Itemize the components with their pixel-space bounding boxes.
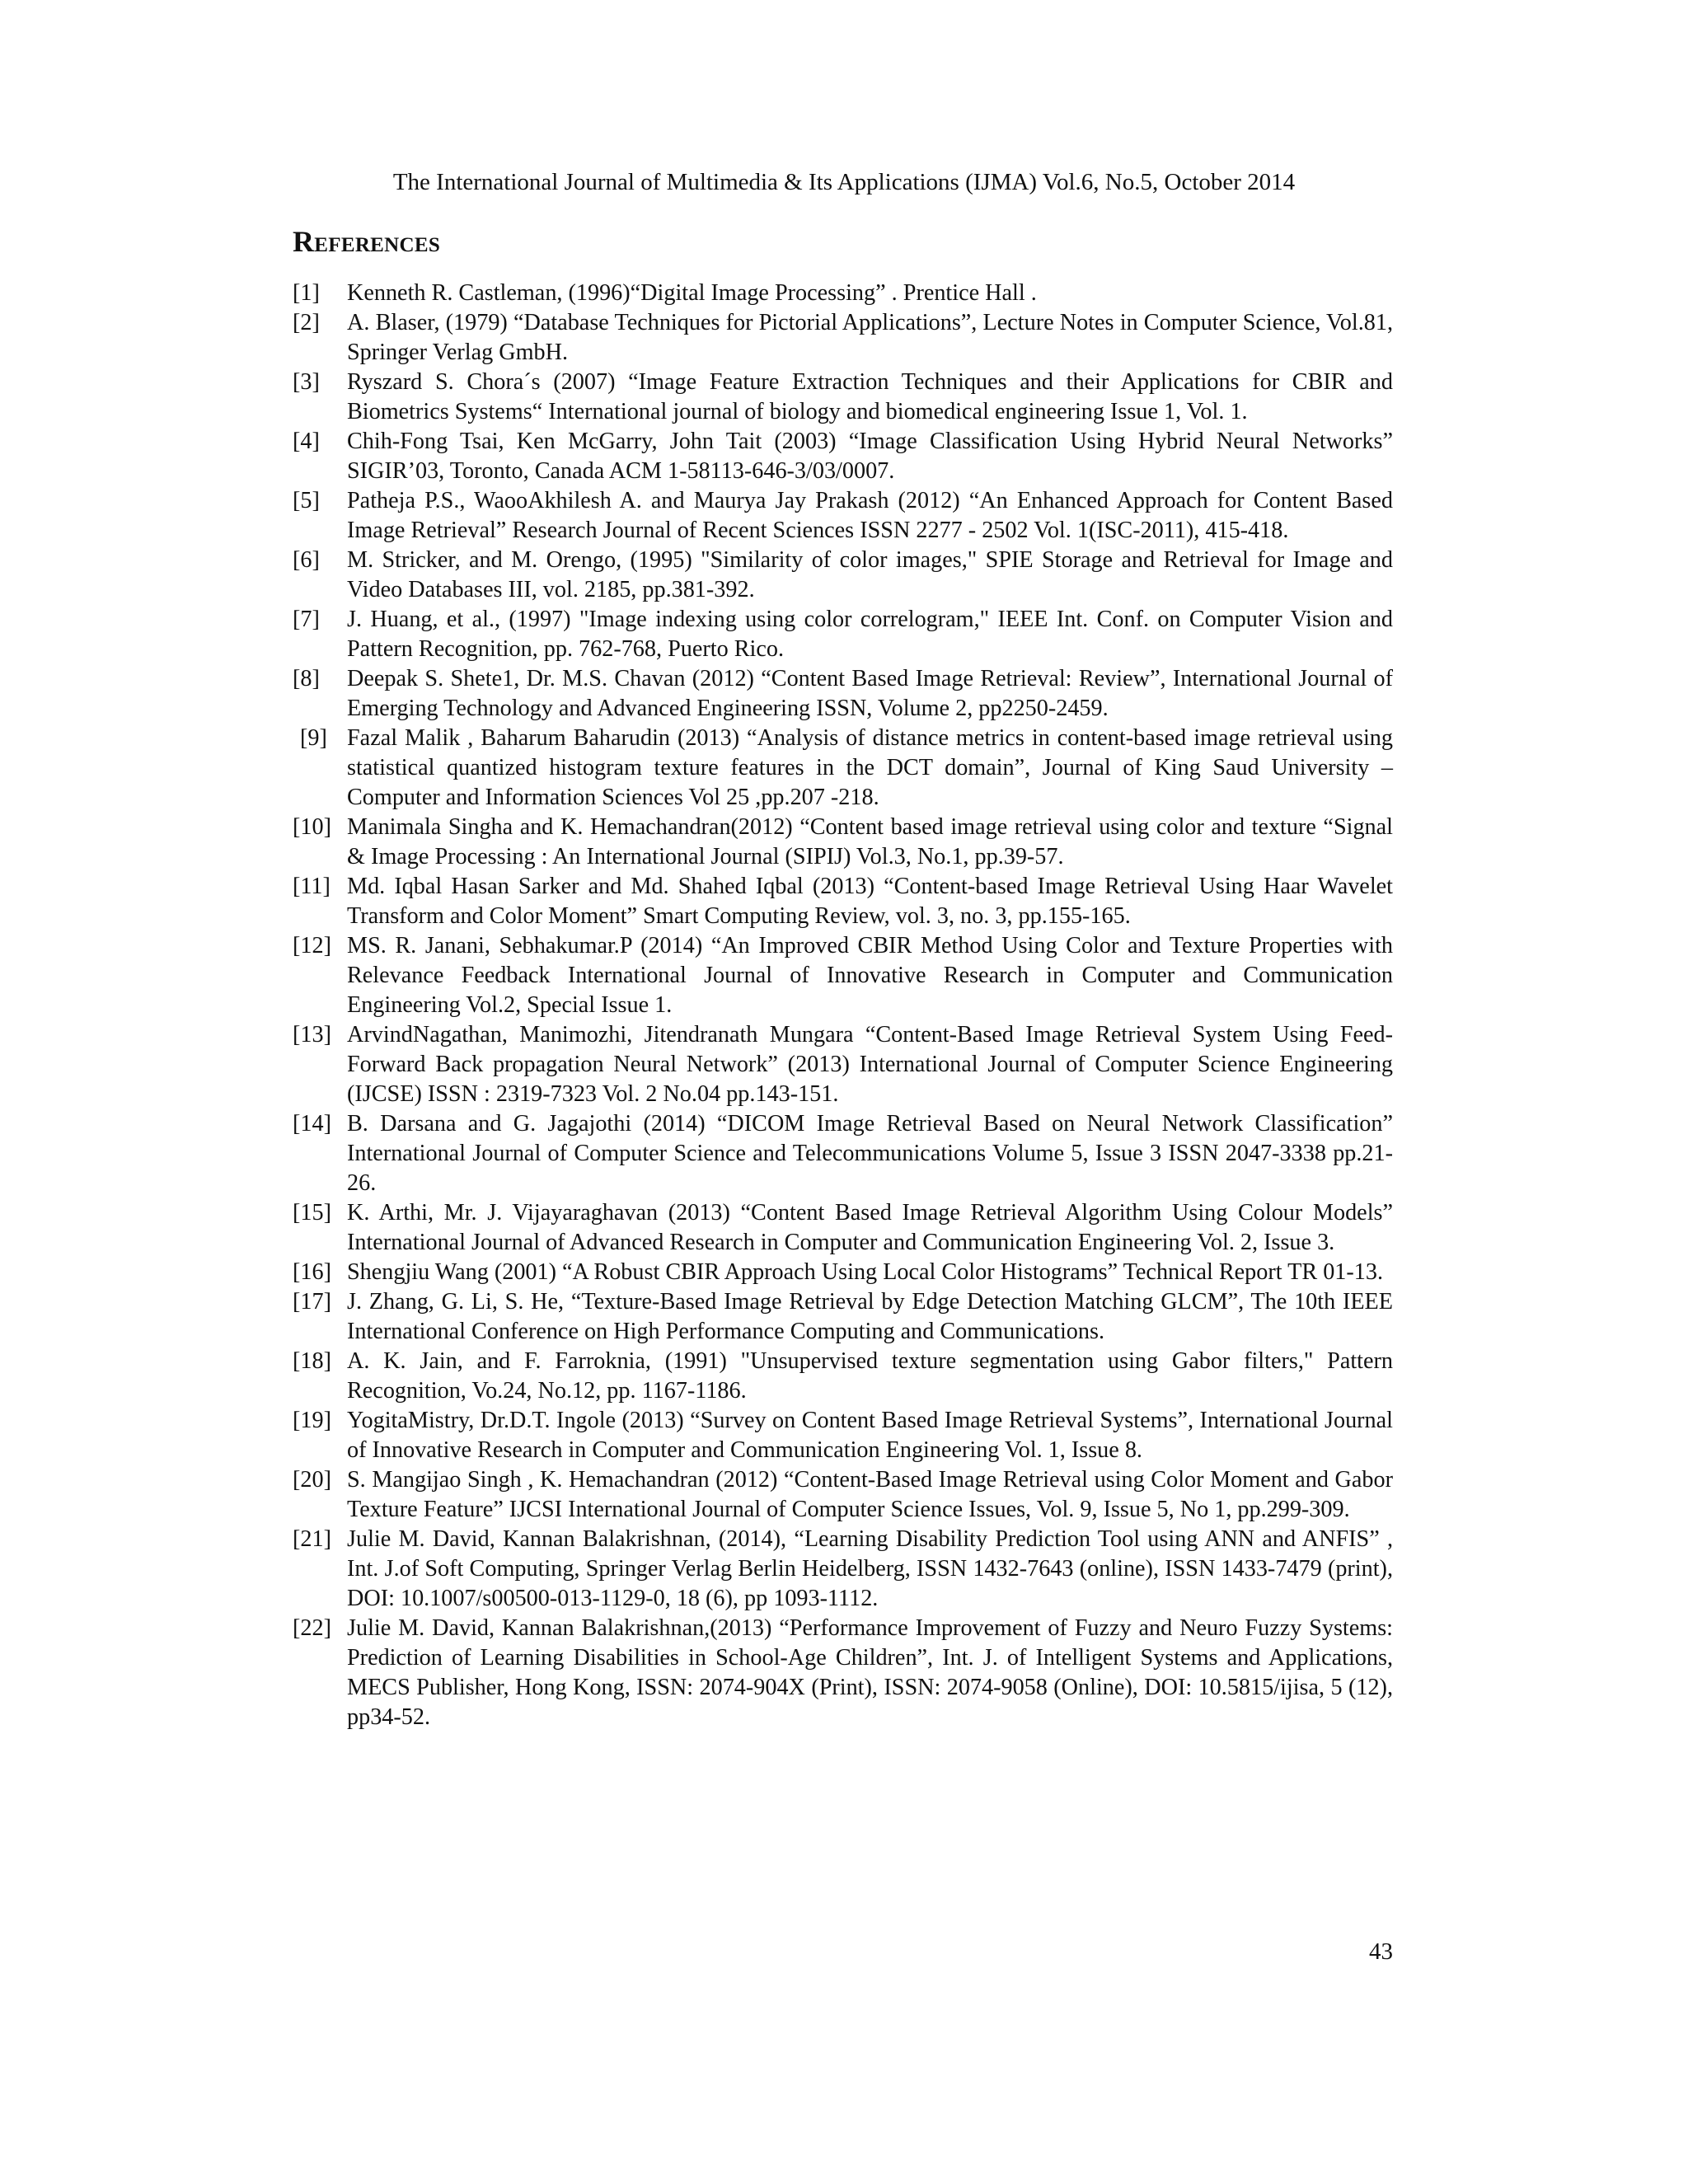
reference-text: MS. R. Janani, Sebhakumar.P (2014) “An Improved CBIR Method Using Color and Texture Properties with Relevance Feedback International Journal of Innovative Research in Computer and Communication Engineering Vol.2, Special Issue 1. (347, 933, 1393, 1018)
reference-text: Julie M. David, Kannan Balakrishnan,(2013) “Performance Improvement of Fuzzy and Neuro Fuzzy Systems: Prediction of Learning Disabilities in School-Age Children”, Int. J. of Intelligent Systems and Applications, MECS Publisher, Hong Kong, ISSN: 2074-904X (Print), ISSN: 2074-9058 (Online), DOI: 10.5815/ijisa, 5 (12), pp34-52. (347, 1615, 1393, 1730)
reference-number: [8] (293, 666, 320, 691)
reference-text: Julie M. David, Kannan Balakrishnan, (2014), “Learning Disability Prediction Tool using ANN and ANFIS” , Int. J.of Soft Computing, Springer Verlag Berlin Heidelberg, ISSN 1432-7643 (online), ISSN 1433-7479 (print), DOI: 10.1007/s00500-013-1129-0, 18 (6), pp 1093-1112. (347, 1526, 1393, 1611)
reference-number: [13] (293, 1022, 331, 1047)
reference-item (293, 368, 1393, 427)
reference-text: Md. Iqbal Hasan Sarker and Md. Shahed Iqbal (2013) “Content-based Image Retrieval Using Haar Wavelet Transform and Color Moment” Smart Computing Review, vol. 3, no. 3, pp.155-165. (347, 874, 1393, 929)
reference-number: [17] (293, 1289, 331, 1315)
reference-item (293, 724, 1393, 813)
reference-text: B. Darsana and G. Jagajothi (2014) “DICOM Image Retrieval Based on Neural Network Classification” International Journal of Computer Science and Telecommunications Volume 5, Issue 3 ISSN 2047-3338 pp.21-26. (347, 1111, 1393, 1196)
reference-text: S. Mangijao Singh , K. Hemachandran (2012) “Content-Based Image Retrieval using Color Moment and Gabor Texture Feature” IJCSI International Journal of Computer Science Issues, Vol. 9, Issue 5, No 1, pp.299-309. (347, 1467, 1393, 1522)
reference-item (293, 1347, 1393, 1406)
reference-number: [9] (300, 725, 327, 751)
reference-text: Shengjiu Wang (2001) “A Robust CBIR Approach Using Local Color Histograms” Technical Report TR 01-13. (347, 1259, 1383, 1285)
reference-item (293, 1198, 1393, 1258)
reference-number: [10] (293, 814, 331, 840)
reference-number: [7] (293, 607, 320, 632)
reference-text: Fazal Malik , Baharum Baharudin (2013) “Analysis of distance metrics in content-based image retrieval using statistical quantized histogram texture features in the DCT domain”, Journal of King Saud University –Computer and Information Sciences Vol 25 ,pp.207 -218. (347, 725, 1393, 810)
reference-item (293, 1287, 1393, 1347)
reference-text: ArvindNagathan, Manimozhi, Jitendranath Mungara “Content-Based Image Retrieval System Using Feed-Forward Back propagation Neural Network” (2013) International Journal of Computer Science Engineering (IJCSE) ISSN : 2319-7323 Vol. 2 No.04 pp.143-151. (347, 1022, 1393, 1107)
reference-item (293, 308, 1393, 368)
reference-item (293, 1020, 1393, 1109)
reference-number: [20] (293, 1467, 331, 1493)
reference-number: [19] (293, 1408, 331, 1433)
reference-item (293, 427, 1393, 486)
reference-text: A. Blaser, (1979) “Database Techniques for Pictorial Applications”, Lecture Notes in Computer Science, Vol.81, Springer Verlag GmbH. (347, 310, 1393, 365)
reference-item (293, 279, 1393, 308)
reference-item (293, 486, 1393, 546)
reference-number: [2] (293, 310, 320, 335)
reference-list (293, 279, 1393, 1732)
reference-item (293, 1525, 1393, 1614)
reference-number: [21] (293, 1526, 331, 1552)
reference-text: Kenneth R. Castleman, (1996)“Digital Image Processing” . Prentice Hall . (347, 280, 1037, 306)
reference-text: J. Zhang, G. Li, S. He, “Texture-Based Image Retrieval by Edge Detection Matching GLCM”, The 10th IEEE International Conference on High Performance Computing and Communications. (347, 1289, 1393, 1344)
reference-text: A. K. Jain, and F. Farroknia, (1991) "Unsupervised texture segmentation using Gabor filters," Pattern Recognition, Vo.24, No.12, pp. 1167-1186. (347, 1348, 1393, 1404)
reference-number: [22] (293, 1615, 331, 1641)
reference-item (293, 1258, 1393, 1287)
reference-text: Patheja P.S., WaooAkhilesh A. and Maurya Jay Prakash (2012) “An Enhanced Approach for Content Based Image Retrieval” Research Journal of Recent Sciences ISSN 2277 - 2502 Vol. 1(ISC-2011), 415-418. (347, 488, 1393, 543)
reference-text: YogitaMistry, Dr.D.T. Ingole (2013) “Survey on Content Based Image Retrieval Systems”, International Journal of Innovative Research in Computer and Communication Engineering Vol. 1, Issue 8. (347, 1408, 1393, 1463)
reference-item (293, 931, 1393, 1020)
reference-number: [12] (293, 933, 331, 958)
reference-number: [5] (293, 488, 320, 513)
reference-text: Deepak S. Shete1, Dr. M.S. Chavan (2012) “Content Based Image Retrieval: Review”, International Journal of Emerging Technology and Advanced Engineering ISSN, Volume 2, pp2250-2459. (347, 666, 1393, 721)
reference-text: Ryszard S. Chora´s (2007) “Image Feature Extraction Techniques and their Applications for CBIR and Biometrics Systems“ International journal of biology and biomedical engineering Issue 1, Vol. 1. (347, 369, 1393, 424)
reference-item (293, 1614, 1393, 1732)
reference-number: [3] (293, 369, 320, 395)
reference-text: J. Huang, et al., (1997) "Image indexing using color correlogram," IEEE Int. Conf. on Computer Vision and Pattern Recognition, pp. 762-768, Puerto Rico. (347, 607, 1393, 662)
reference-item (293, 1109, 1393, 1198)
running-header: The International Journal of Multimedia & Its Applications (IJMA) Vol.6, No.5, October 2014 (392, 169, 1296, 195)
reference-number: [1] (293, 280, 320, 306)
reference-text: Manimala Singha and K. Hemachandran(2012) “Content based image retrieval using color and texture “Signal & Image Processing : An International Journal (SIPIJ) Vol.3, No.1, pp.39-57. (347, 814, 1393, 869)
reference-number: [4] (293, 429, 320, 454)
reference-number: [16] (293, 1259, 331, 1285)
reference-text: Chih-Fong Tsai, Ken McGarry, John Tait (2003) “Image Classification Using Hybrid Neural Networks” SIGIR’03, Toronto, Canada ACM 1-58113-646-3/03/0007. (347, 429, 1393, 484)
reference-item (293, 664, 1393, 724)
reference-item (293, 546, 1393, 605)
reference-number: [18] (293, 1348, 331, 1374)
reference-number: [11] (293, 874, 331, 899)
reference-number: [6] (293, 547, 320, 573)
reference-item (293, 813, 1393, 872)
reference-number: [15] (293, 1200, 331, 1226)
reference-text: K. Arthi, Mr. J. Vijayaraghavan (2013) “Content Based Image Retrieval Algorithm Using Colour Models” International Journal of Advanced Research in Computer and Communication Engineering Vol. 2, Issue 3. (347, 1200, 1393, 1255)
reference-text: M. Stricker, and M. Orengo, (1995) "Similarity of color images," SPIE Storage and Retrieval for Image and Video Databases III, vol. 2185, pp.381-392. (347, 547, 1393, 602)
reference-number: [14] (293, 1111, 331, 1137)
reference-item (293, 605, 1393, 664)
reference-item (293, 1465, 1393, 1525)
reference-item (293, 1406, 1393, 1465)
section-title: References (293, 225, 441, 258)
page-number: 43 (1369, 1938, 1393, 1965)
reference-item (293, 872, 1393, 931)
